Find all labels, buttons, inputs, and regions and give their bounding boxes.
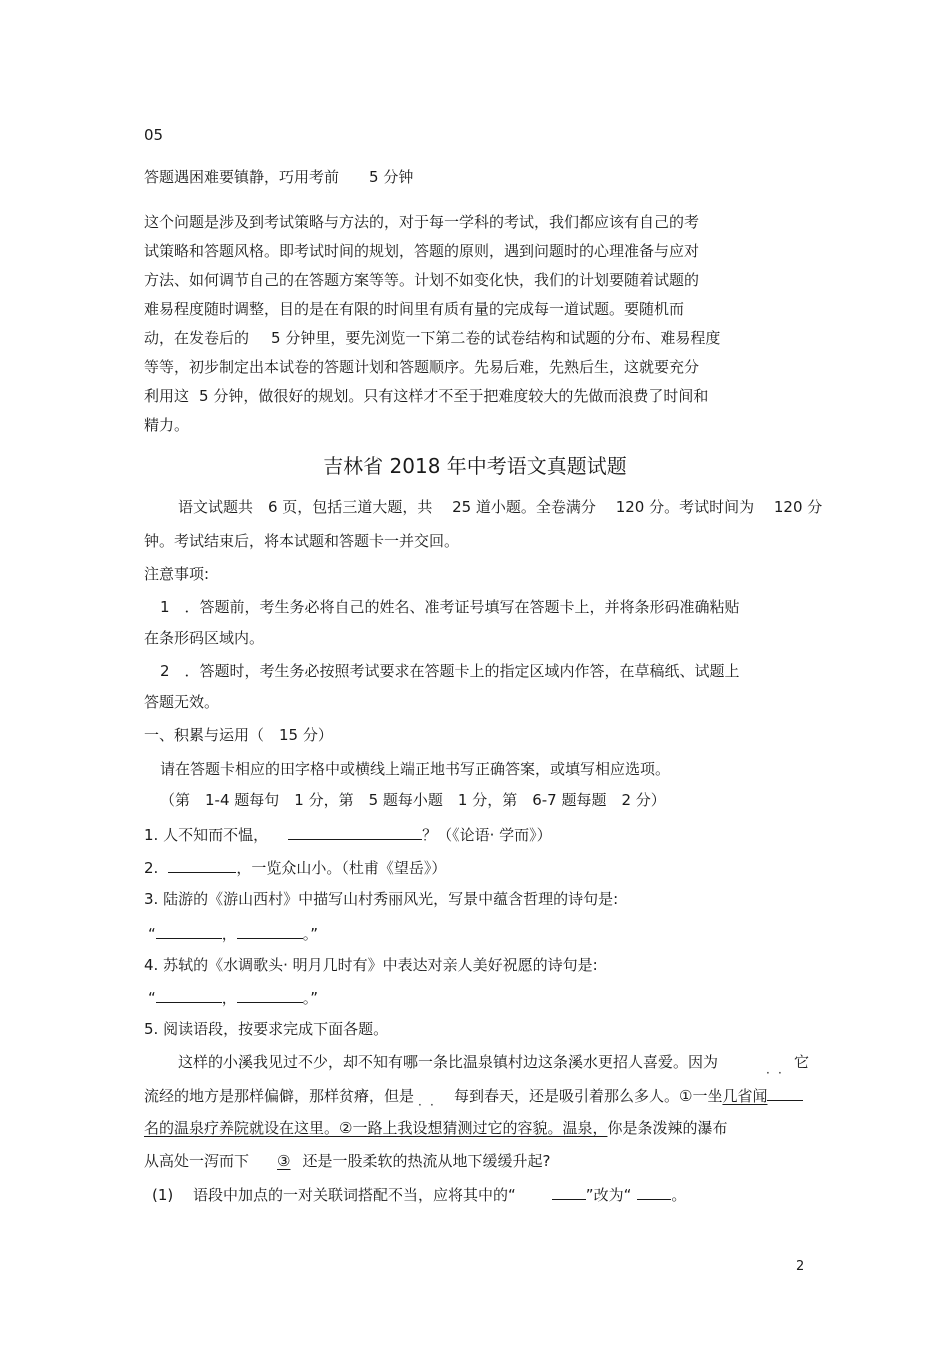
note-item: 答题无效。	[144, 693, 220, 711]
quote-mark: “	[148, 925, 156, 943]
tip-heading-time: 5 分钟	[369, 168, 414, 186]
underlined-text: 名的温泉疗养院就设在这里。②一路	[144, 1119, 383, 1137]
answer-blank[interactable]	[156, 922, 222, 939]
passage-text: 你是条泼辣的瀑布	[607, 1119, 728, 1137]
section-number: 05	[144, 126, 164, 144]
question-text: 。	[671, 1186, 687, 1204]
emphasis-dot: ·	[430, 1098, 434, 1112]
passage-line	[144, 1084, 803, 1107]
answer-blank[interactable]	[237, 986, 303, 1003]
tip-line: 方法、如何调节自己的在答题方案等等。计划不如变化快，我们的计划要随着试题的	[144, 271, 700, 289]
question-3-answer	[148, 922, 318, 945]
note-item: 在条形码区域内。	[144, 629, 265, 647]
note-item: 1 ．答题前，考生务必将自己的姓名、准考证号填写在答题卡上，并将条形码准确粘贴	[160, 598, 740, 616]
tip-line: 等等，初步制定出本试卷的答题计划和答题顺序。先易后难，先熟后生，这就要充分	[144, 358, 700, 376]
blank-marker: ③	[277, 1152, 291, 1170]
question-4-answer	[148, 986, 318, 1009]
answer-blank[interactable]	[156, 986, 222, 1003]
passage-text: 流经的地方是那样偏僻，那样贫瘠，但是	[144, 1087, 415, 1105]
question-3: 3. 陆游的《游山西村》中描写山村秀丽风光，写景中蕴含哲理的诗句是:	[144, 890, 619, 908]
tip-line-part: 5 分钟里，要先浏览一下第二卷的试卷结构和试题的分布、难易程度	[271, 329, 721, 347]
answer-blank[interactable]	[168, 856, 236, 873]
tip-line: 精力。	[144, 416, 190, 434]
emphasis-dot: ·	[418, 1098, 422, 1112]
question-text: 1. 人不知而不愠，	[144, 826, 269, 844]
question-4: 4. 苏轼的《水调歌头· 明月几时有》中表达对亲人美好祝愿的诗句是:	[144, 956, 598, 974]
exam-info: 语文试题共 6 页，包括三道大题，共 25 道小题。全卷满分 120 分。考试时间为 120 分	[178, 498, 823, 516]
passage-line	[178, 1051, 809, 1073]
question-text: ？（《论语· 学而》）	[422, 826, 552, 844]
section-heading: 一、积累与运用（ 15 分）	[144, 726, 333, 744]
page-number: 2	[796, 1259, 805, 1274]
answer-blank[interactable]	[552, 1183, 586, 1200]
passage-line	[144, 1150, 550, 1172]
tip-heading-text: 答题遇困难要镇静，巧用考前	[144, 168, 340, 186]
tip-line: 难易程度随时调整，目的是在有限的时间里有质有量的完成每一道试题。要随机而	[144, 300, 685, 318]
passage-line	[144, 1117, 727, 1139]
instruction: 请在答题卡相应的田字格中或横线上端正地书写正确答案，或填写相应选项。	[160, 760, 671, 778]
question-text: (1) 语段中加点的一对关联词搭配不当，应将其中的“	[152, 1186, 516, 1204]
question-text: 2.	[144, 859, 159, 877]
answer-blank[interactable]	[237, 922, 303, 939]
comma: ，	[221, 989, 237, 1007]
emphasis-dot: ·	[778, 1066, 782, 1080]
passage-text: 这样的小溪我见过不少，却不知有哪一条比温泉镇村边这条溪水更招人喜爱。因为	[178, 1053, 719, 1071]
question-2	[144, 856, 446, 879]
quote-mark: 。”	[302, 989, 319, 1007]
note-item: 2 ．答题时，考生务必按照考试要求在答题卡上的指定区域内作答，在草稿纸、试题上	[160, 662, 740, 680]
passage-text: 它	[794, 1053, 810, 1071]
tip-line: 这个问题是涉及到考试策略与方法的，对于每一学科的考试，我们都应该有自己的考	[144, 213, 700, 231]
question-text: ”改为“	[585, 1186, 632, 1204]
exam-title: 吉林省 2018 年中考语文真题试题	[323, 454, 627, 478]
comma: ，	[221, 925, 237, 943]
notes-label: 注意事项:	[144, 565, 210, 583]
tip-line	[144, 327, 720, 349]
question-5: 5. 阅读语段，按要求完成下面各题。	[144, 1020, 389, 1038]
underline-extension	[767, 1084, 803, 1101]
tip-line-part: 5 分钟，做很好的规划。只有这样才不至于把难度较大的先做而浪费了时间和	[199, 387, 709, 405]
underlined-text: 几省闻	[722, 1087, 768, 1105]
question-text: ，一览众山小。（杜甫《望岳》）	[236, 859, 447, 877]
tip-line: 试策略和答题风格。即考试时间的规划，答题的原则，遇到问题时的心理准备与应对	[144, 242, 700, 260]
scoring-note: （第 1-4 题每句 1 分，第 5 题每小题 1 分，第 6-7 题每题 2 分）	[160, 791, 666, 809]
emphasis-dot: ·	[766, 1066, 770, 1080]
sub-question-1	[152, 1183, 686, 1206]
exam-info: 钟。考试结束后，将本试题和答题卡一并交回。	[144, 532, 460, 550]
tip-line-part: 动，在发卷后的	[144, 329, 250, 347]
passage-text: 还是一股柔软的热流从地下缓缓升起?	[302, 1152, 551, 1170]
passage-text: 从高处一泻而下	[144, 1152, 250, 1170]
quote-mark: 。”	[302, 925, 319, 943]
question-1	[144, 823, 552, 846]
underlined-text: 上我设想猜测过它的容貌。温泉，	[382, 1119, 608, 1137]
answer-blank[interactable]	[637, 1183, 671, 1200]
tip-line	[144, 385, 708, 407]
passage-text: 每到春天，还是吸引着那么多人。①一坐	[454, 1087, 723, 1105]
tip-heading	[144, 166, 413, 188]
tip-line-part: 利用这	[144, 387, 190, 405]
answer-blank[interactable]	[288, 823, 422, 840]
quote-mark: “	[148, 989, 156, 1007]
